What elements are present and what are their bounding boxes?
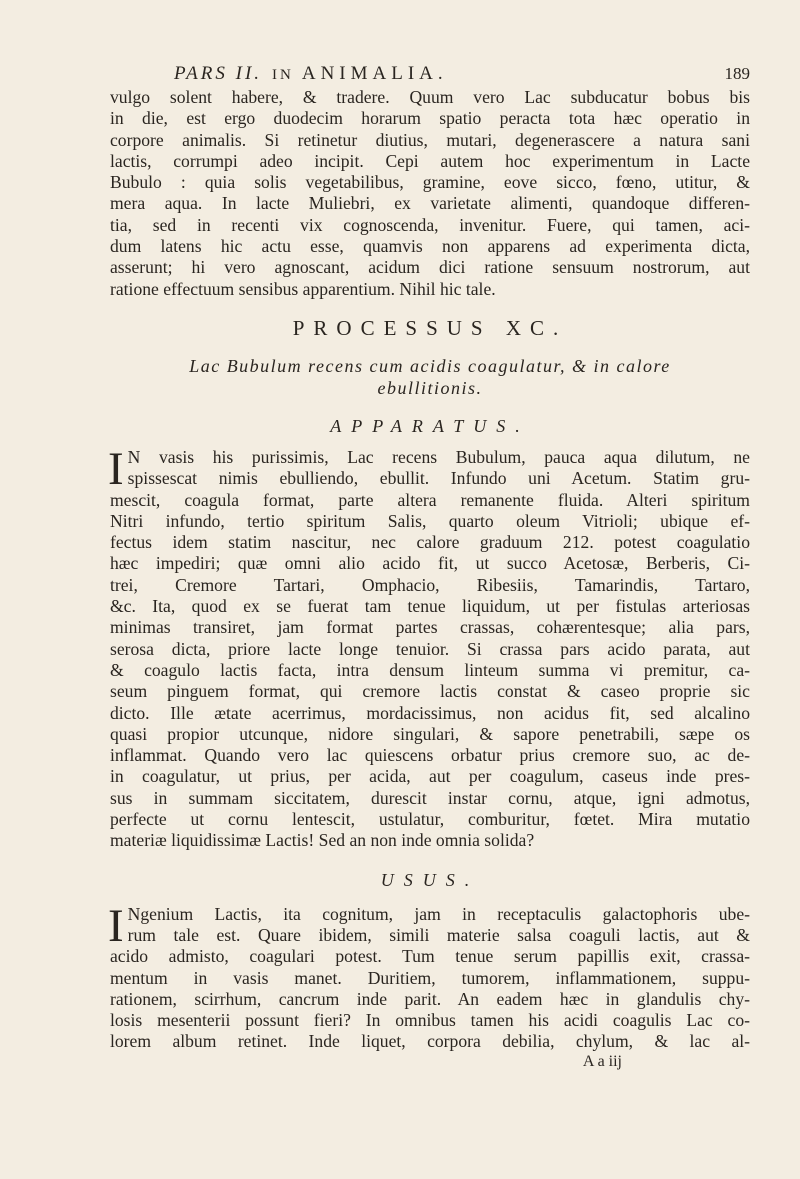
text-line: seum pinguem format, qui cremore lactis constat & caseo proprie sic — [110, 681, 750, 702]
text-line: inflammat. Quando vero lac quiescens orbatur prius cremore suo, ac de- — [110, 745, 750, 766]
processus-heading: PROCESSUS XC. — [292, 315, 568, 340]
text-line: hæc impediri; quæ omni alio acido fit, ut succo Acetosæ, Berberis, Ci- — [110, 553, 750, 574]
text-line: serosa dicta, priore lacte longe tenuior. Si crassa pars acido parata, aut — [110, 638, 750, 659]
text-line: quasi propior utcunque, nidore singulari, & sapore penetrabili, sæpe os — [110, 723, 750, 744]
text-line: N vasis his purissimis, Lac recens Bubulum, pauca aqua dilutum, ne — [127, 446, 750, 467]
drop-cap: I — [108, 899, 124, 952]
running-head-animalia: ANIMALIA. — [301, 63, 448, 84]
subtitle-line: Lac Bubulum recens cum acidis coagulatur, & in calore — [189, 355, 671, 376]
apparatus-paragraph — [108, 442, 750, 852]
text-line: spissescat nimis ebulliendo, ebullit. Infundo uni Acetum. Statim gru- — [127, 468, 750, 489]
text-line: dicto. Ille ætate acerrimus, mordacissimus, non acidus fit, sed alcalino — [110, 702, 750, 723]
text-line: asserunt; hi vero agnoscant, acidum dici ratione sensuum nostrorum, aut — [110, 257, 750, 278]
intro-paragraph — [110, 87, 750, 300]
text-line: Ngenium Lactis, ita cognitum, jam in receptaculis galactophoris ube- — [127, 903, 750, 924]
text-line: lorem album retinet. Inde liquet, corpora debilia, chylum, & lac al- — [110, 1031, 750, 1052]
text-line: mentum in vasis manet. Duritiem, tumorem, inflammationem, suppu- — [110, 967, 750, 988]
running-head-pars: PARS II. — [174, 63, 263, 84]
text-line: mera aqua. In lacte Muliebri, ex varietate alimenti, quandoque differen- — [110, 193, 750, 214]
text-line: Bubulo : quia solis vegetabilibus, gramine, eove sicco, fœno, utitur, & — [110, 172, 750, 193]
text-line: in coagulatur, ut prius, per acida, aut per coagulum, caseus inde pres- — [110, 766, 750, 787]
subtitle-line: ebullitionis. — [377, 377, 483, 398]
text-line: &c. Ita, quod ex se fuerat tam tenue liquidum, ut per fistulas arteriosas — [110, 596, 750, 617]
usus-heading: USUS. — [380, 869, 480, 890]
text-line: corpore animalis. Si retinetur diutius, mutari, degenerascere a natura sani — [110, 129, 750, 150]
text-line: fectus idem statim nascitur, nec calore graduum 212. potest coagulatio — [110, 532, 750, 553]
text-line: materiæ liquidissimæ Lactis! Sed an non inde omnia solida? — [110, 830, 535, 851]
drop-cap: I — [108, 442, 124, 495]
text-line: rum tale est. Quare ibidem, simili materie salsa coaguli lactis, aut & — [127, 924, 750, 945]
text-line: in die, est ergo duodecim horarum spatio peracta tota hæc operatio in — [110, 108, 750, 129]
text-line: & coagulo lactis facta, intra densum linteum summa vi premitur, ca- — [110, 659, 750, 680]
apparatus-heading: APPARATUS. — [330, 415, 530, 436]
text-line: vulgo solent habere, & tradere. Quum vero Lac subducatur bobus bis — [110, 87, 750, 107]
running-head — [110, 62, 750, 87]
page-number: 189 — [724, 64, 750, 83]
processus-subtitle — [110, 355, 750, 399]
text-line: ratione effectuum sensibus apparentium. Nihil hic tale. — [110, 278, 496, 299]
text-line: trei, Cremore Tartari, Omphacio, Ribesiis, Tamarindis, Tartaro, — [110, 574, 750, 595]
text-line: lactis, corrumpi adeo incipit. Cepi autem hoc experimentum in Lacte — [110, 150, 750, 171]
text-line: tia, sed in recenti vix cognoscenda, invenitur. Fuere, qui tamen, aci- — [110, 214, 750, 235]
text-line: minimas transiret, jam format partes crassas, cohærentesque; alia pars, — [110, 617, 750, 638]
text-line: rationem, scirrhum, cancrum inde parit. An eadem hæc in glandulis chy- — [110, 988, 750, 1009]
text-line: losis mesenterii possunt fieri? In omnibus tamen his acidi coagulis Lac co- — [110, 1010, 750, 1031]
text-line: Nitri infundo, tertio spiritum Salis, quarto oleum Vitrioli; ubique ef- — [110, 510, 750, 531]
text-line: sus in summam siccitatem, durescit instar cornu, atque, igni admotus, — [110, 787, 750, 808]
usus-paragraph — [108, 899, 750, 1053]
text-line: perfecte ut cornu lentescit, ustulatur, comburitur, fœtet. Mira mutatio — [110, 809, 750, 830]
running-head-in: IN — [272, 67, 294, 83]
signature-mark: A a iij — [582, 1052, 622, 1070]
text-line: mescit, coagula format, parte altera remanente fluida. Alteri spiritum — [110, 489, 750, 510]
text-line: dum latens hic actu esse, quamvis non apparens ad experimenta dicta, — [110, 236, 750, 257]
text-line: acido admisto, coagulari potest. Tum tenue serum papillis exit, crassa- — [110, 946, 750, 967]
